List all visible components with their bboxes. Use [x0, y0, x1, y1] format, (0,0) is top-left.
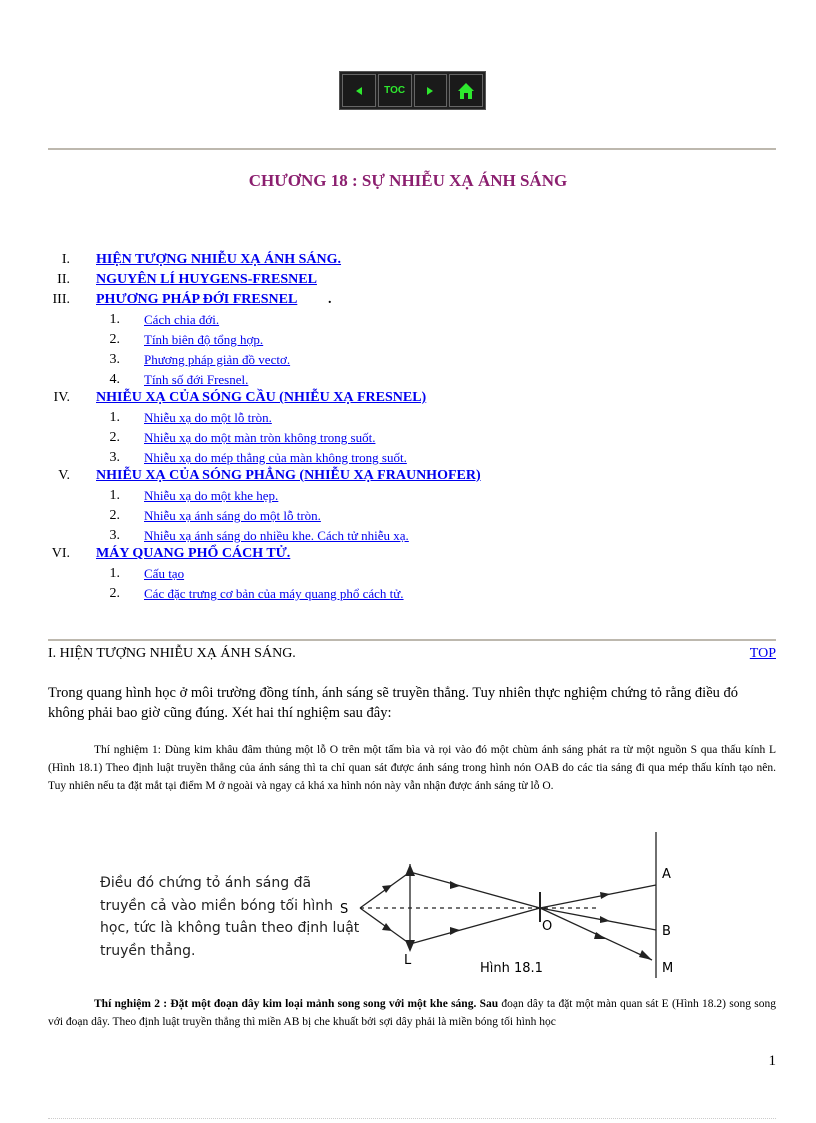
section-rule [48, 639, 776, 641]
toc-link-5[interactable]: NHIỄU XẠ CỦA SÓNG PHẲNG (NHIỄU XẠ FRAUNHOFER) [96, 468, 481, 483]
top-link[interactable]: TOP [749, 646, 776, 661]
toc-subitem [0, 312, 816, 330]
experiment-1-paragraph: Thí nghiệm 1: Dùng kim khâu đâm thủng một lỗ O trên một tấm bìa và rọi vào đó một chùm ánh sáng phát ra từ một nguồn S qua thấu kính L (Hình 18.1) Theo định luật truyền thẳng của ánh sáng thì ta chỉ quan sát được ánh sáng trong hình nón OAB do các tia sáng đi qua mép thấu kính tạo nên. Tuy nhiên nếu ta đặt mắt tại điểm M ở ngoài và ngay cả khá xa hình nón này vẫn nhận được ánh sáng từ lỗ O. [48, 744, 776, 792]
toc-num: 1. [109, 312, 120, 327]
toc-roman: III. [52, 292, 70, 307]
toc-subitem [0, 586, 816, 604]
toc-num: 3. [109, 528, 120, 543]
toc-sublink[interactable]: Cách chia đới. [144, 312, 220, 327]
toc-subitem [0, 332, 816, 350]
toc-num: 4. [109, 372, 120, 387]
toc-button[interactable]: TOC [378, 74, 412, 107]
toc-item-4 [0, 390, 816, 408]
arrow-left-icon [354, 86, 364, 96]
toc-link-3[interactable]: PHƯƠNG PHÁP ĐỚI FRESNEL [96, 292, 298, 307]
nav-bar [339, 71, 486, 110]
toc-num: 2. [109, 430, 120, 445]
figure-label: Hình 18.1 [480, 961, 543, 976]
toc-num: 1. [109, 410, 120, 425]
toc-sublink[interactable]: Cấu tạo [144, 566, 185, 581]
toc-subitem [0, 488, 816, 506]
home-icon [457, 82, 475, 100]
experiment-2-bold: Thí nghiệm 2 : Đặt một đoạn dây kim loại mảnh song song với một khe sáng. Sau [94, 998, 499, 1010]
experiment-2-rest: đoạn dây ta đặt một màn quan sát E (Hình 18.2) song song với đoạn dây. Theo định luật truyền thẳng thì miền AB bị che khuất bởi sợi dây phải là miền bóng tối hình học [48, 998, 776, 1028]
toc-link-2[interactable]: NGUYÊN LÍ HUYGENS-FRESNEL [96, 272, 317, 287]
toc-subitem [0, 450, 816, 468]
toc-link-4[interactable]: NHIỄU XẠ CỦA SÓNG CẦU (NHIỄU XẠ FRESNEL) [96, 390, 427, 405]
toc-num: 3. [109, 450, 120, 465]
intro-paragraph: Trong quang hình học ở môi trường đồng tính, ánh sáng sẽ truyền thẳng. Tuy nhiên thực nghiệm chứng tỏ rằng điều đó không phải bao giờ cũng đúng. Xét hai thí nghiệm sau đây: [48, 685, 739, 721]
toc-sublink[interactable]: Các đặc trưng cơ bản của máy quang phổ cách tử. [144, 586, 404, 601]
toc-sublink[interactable]: Nhiễu xạ do một khe hẹp. [144, 488, 279, 503]
prev-button[interactable] [342, 74, 376, 107]
toc-link-6[interactable]: MÁY QUANG PHỔ CÁCH TỬ. [96, 546, 291, 561]
arrow-right-icon [425, 86, 435, 96]
toc-sublink[interactable]: Nhiễu xạ ánh sáng do nhiều khe. Cách tử nhiễu xạ. [144, 528, 409, 543]
toc-link-1[interactable]: HIỆN TƯỢNG NHIỄU XẠ ÁNH SÁNG. [96, 252, 342, 267]
toc-sublink[interactable]: Nhiễu xạ do mép thẳng của màn không trong suốt. [144, 450, 407, 465]
toc-roman: I. [61, 252, 70, 267]
toc-suffix: . [328, 292, 332, 307]
top-rule [48, 148, 776, 150]
toc-subitem [0, 372, 816, 390]
toc-roman: V. [58, 468, 70, 483]
toc-item-6 [0, 546, 816, 564]
toc-num: 1. [109, 566, 120, 581]
home-button[interactable] [449, 74, 483, 107]
next-button[interactable] [414, 74, 448, 107]
toc-sublink[interactable]: Nhiễu xạ ánh sáng do một lỗ tròn. [144, 508, 321, 523]
label-B: B [662, 924, 671, 939]
section-heading: I. HIỆN TƯỢNG NHIỄU XẠ ÁNH SÁNG. [48, 646, 296, 661]
toc-subitem [0, 528, 816, 546]
toc-subitem [0, 352, 816, 370]
toc-roman: II. [57, 272, 70, 287]
label-M: M [662, 961, 674, 976]
bottom-divider [48, 1118, 776, 1119]
toc-subitem [0, 508, 816, 526]
toc-item-1 [0, 252, 816, 270]
toc-num: 2. [109, 508, 120, 523]
figure-caption-text: Điều đó chứng tỏ ánh sáng đã truyền cả vào miền bóng tối hình học, tức là không tuân theo định luật truyền thẳng. [100, 875, 360, 959]
toc-sublink[interactable]: Tính số đới Fresnel. [144, 372, 249, 387]
toc-subitem [0, 566, 816, 584]
label-A: A [662, 867, 671, 882]
figure-18-1 [330, 830, 700, 980]
toc-sublink[interactable]: Tính biên độ tổng hợp. [144, 332, 264, 347]
toc-subitem [0, 410, 816, 428]
toc-sublink[interactable]: Nhiễu xạ do một lỗ tròn. [144, 410, 272, 425]
toc-item-2 [0, 272, 816, 290]
page-number: 1 [768, 1053, 776, 1069]
label-S: S [340, 902, 349, 917]
chapter-title: CHƯƠNG 18 : SỰ NHIỄU XẠ ÁNH SÁNG [248, 171, 568, 190]
toc-sublink[interactable]: Phương pháp giản đồ vectơ. [144, 352, 291, 367]
experiment-2-paragraph [48, 995, 776, 1031]
toc-num: 2. [109, 332, 120, 347]
label-O: O [542, 919, 553, 934]
toc-num: 2. [109, 586, 120, 601]
toc-num: 3. [109, 352, 120, 367]
toc-sublink[interactable]: Nhiễu xạ do một màn tròn không trong suốt. [144, 430, 376, 445]
label-L: L [404, 953, 412, 968]
toc-num: 1. [109, 488, 120, 503]
toc-item-5 [0, 468, 816, 486]
toc-item-3 [0, 292, 816, 310]
toc-roman: VI. [51, 546, 70, 561]
toc-subitem [0, 430, 816, 448]
toc-roman: IV. [53, 390, 70, 405]
